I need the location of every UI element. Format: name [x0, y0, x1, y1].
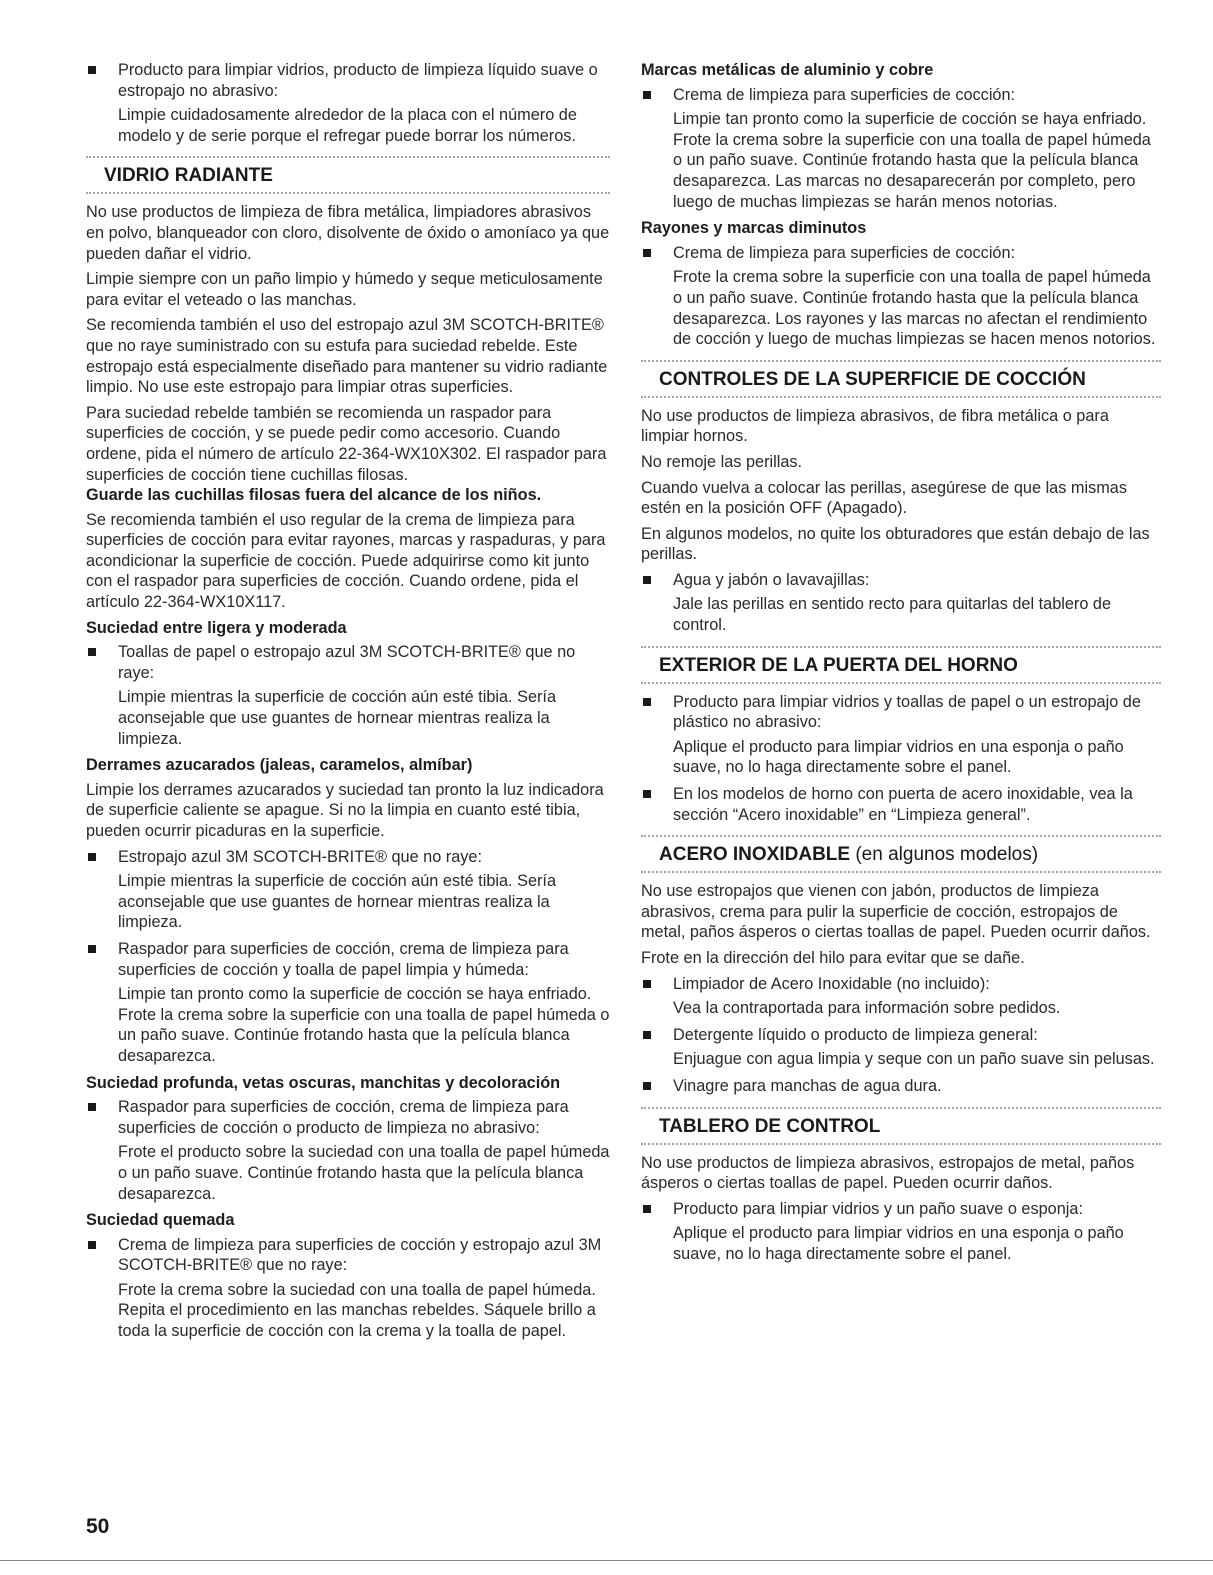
divider: [641, 871, 1161, 873]
list-item-detail: Frote el producto sobre la suciedad con una toalla de papel húmeda o un paño suave. Continúe frotando hasta que la película blanca desaparezca.: [118, 1143, 610, 1203]
subheading: Derrames azucarados (jaleas, caramelos, almíbar): [86, 756, 473, 775]
list-item: Producto para limpiar vidrios, producto de limpieza líquido suave o estropajo no abrasivo:: [86, 60, 610, 101]
list-item-detail: Aplique el producto para limpiar vidrios en una esponja o paño suave, no lo haga directamente sobre el panel.: [673, 1224, 1124, 1263]
divider: [86, 156, 610, 158]
subheading: Suciedad profunda, vetas oscuras, manchitas y decoloración: [86, 1073, 561, 1092]
section-header-controles: [641, 360, 1161, 398]
list-item-detail: Enjuague con agua limpia y seque con un paño suave sin pelusas.: [673, 1050, 1155, 1069]
list-item-detail: Jale las perillas en sentido recto para quitarlas del tablero de control.: [673, 595, 1112, 635]
list-item: Agua y jabón o lavavajillas:: [641, 570, 1161, 591]
paragraph: En algunos modelos, no quite los obturadores que están debajo de las perillas.: [641, 524, 1150, 564]
list-item-detail: Limpie tan pronto como la superficie de cocción se haya enfriado. Frote la crema sobre la superficie con una toalla de papel húmeda o un paño suave. Continúe frotando hasta que la película blanca desaparezca. Las marcas no desaparecerán por completo, pero luego de muchas limpiezas se harán menos notorias.: [673, 110, 1151, 211]
subheading: Suciedad quemada: [86, 1211, 235, 1230]
subheading: Marcas metálicas de aluminio y cobre: [641, 61, 934, 79]
list-item: Detergente líquido o producto de limpieza general:: [641, 1025, 1161, 1046]
divider: [641, 360, 1161, 362]
list-item: Crema de limpieza para superficies de cocción:: [641, 85, 1161, 106]
list-item: Producto para limpiar vidrios y un paño suave o esponja:: [641, 1199, 1161, 1220]
paragraph: No use productos de limpieza abrasivos, de fibra metálica o para limpiar hornos.: [641, 406, 1109, 446]
divider: [641, 396, 1161, 398]
divider: [641, 1107, 1161, 1109]
section-header-vidrio-radiante: [86, 156, 610, 194]
list-item-detail: Limpie cuidadosamente alrededor de la placa con el número de modelo y de serie porque el refregar puede borrar los números.: [118, 106, 577, 145]
section-title: EXTERIOR DE LA PUERTA DEL HORNO: [659, 654, 1018, 676]
section-title: VIDRIO RADIANTE: [104, 165, 273, 187]
list-item: Crema de limpieza para superficies de cocción y estropajo azul 3M SCOTCH-BRITE® que no raye:: [86, 1235, 610, 1276]
list-item-detail: Limpie mientras la superficie de cocción aún esté tibia. Sería aconsejable que use guantes de hornear mientras realiza la limpieza.: [118, 688, 557, 748]
paragraph: No use estropajos que vienen con jabón, productos de limpieza abrasivos, crema para pulir la superficie de cocción, estropajos de metal, paños ásperos o ciertas toallas de papel. Pueden ocurrir daños.: [641, 882, 1151, 942]
paragraph: No use productos de limpieza abrasivos, estropajos de metal, paños ásperos o ciertas toallas de papel. Pueden ocurrir daños.: [641, 1153, 1135, 1193]
subheading: Rayones y marcas diminutos: [641, 219, 867, 238]
paragraph: No remoje las perillas.: [641, 452, 803, 471]
paragraph: Se recomienda también el uso regular de la crema de limpieza para superficies de cocción para evitar rayones, marcas y raspaduras, y para acondicionar la superficie de cocción. Puede adquirirse como kit junto con el raspador para superficies de cocción. Cuando ordene, pida el artículo 22-364-WX10X117.: [86, 510, 606, 612]
list-item-detail: Frote la crema sobre la superficie con una toalla de papel húmeda o un paño suave. Continúe frotando hasta que la película blanca desaparezca. Los rayones y las marcas no afectan el rendimiento de cocción y luego de muchas limpiezas se hacen menos notorios.: [673, 268, 1156, 349]
right-column: [641, 60, 1161, 1271]
list-item: Limpiador de Acero Inoxidable (no incluido):: [641, 974, 1161, 995]
list-item-detail: Limpie tan pronto como la superficie de cocción se haya enfriado. Frote la crema sobre la superficie con una toalla de papel húmeda o un paño suave. Continúe frotando hasta que la película blanca desaparezca.: [118, 985, 610, 1065]
list-item: En los modelos de horno con puerta de acero inoxidable, vea la sección “Acero inoxidable” en “Limpieza general”.: [641, 784, 1161, 825]
section-header-tablero: [641, 1107, 1161, 1145]
page-bottom-rule: [0, 1560, 1213, 1561]
section-title: TABLERO DE CONTROL: [659, 1115, 881, 1137]
divider: [641, 682, 1161, 684]
paragraph: Limpie siempre con un paño limpio y húmedo y seque meticulosamente para evitar el veteado o las manchas.: [86, 270, 603, 309]
divider: [641, 835, 1161, 837]
divider: [641, 1143, 1161, 1145]
paragraph: Se recomienda también el uso del estropajo azul 3M SCOTCH-BRITE® que no raye suministrado con su estufa para suciedad rebelde. Este estropajo está especialmente diseñado para mantener su vidrio radiante limpio. No use este estropajo para limpiar otras superficies.: [86, 316, 608, 397]
paragraph: Cuando vuelva a colocar las perillas, asegúrese de que las mismas estén en la posición OFF (Apagado).: [641, 478, 1127, 518]
section-title-bold: ACERO INOXIDABLE: [659, 844, 851, 866]
divider: [641, 646, 1161, 648]
list-item-detail: Aplique el producto para limpiar vidrios en una esponja o paño suave, no lo haga directamente sobre el panel.: [673, 737, 1124, 777]
left-column: [86, 60, 610, 1348]
divider: [86, 192, 610, 194]
paragraph: No use productos de limpieza de fibra metálica, limpiadores abrasivos en polvo, blanqueador con cloro, disolvente de óxido o amoníaco ya que pueden dañar el vidrio.: [86, 203, 610, 263]
list-item: Raspador para superficies de cocción, crema de limpieza para superficies de cocción o producto de limpieza no abrasivo:: [86, 1097, 610, 1138]
section-title: CONTROLES DE LA SUPERFICIE DE COCCIÓN: [659, 368, 1086, 390]
section-title-note: (en algunos modelos): [855, 844, 1039, 866]
section-title: [641, 837, 1161, 871]
list-item-detail: Frote la crema sobre la suciedad con una toalla de papel húmeda. Repita el procedimiento en las manchas rebeldes. Sáquele brillo a toda la superficie de cocción con la crema y la toalla de papel.: [118, 1280, 596, 1341]
subheading: Suciedad entre ligera y moderada: [86, 618, 347, 637]
list-item-detail: Limpie mientras la superficie de cocción aún esté tibia. Sería aconsejable que use guantes de hornear mientras realiza la limpieza.: [118, 872, 557, 932]
warning-text: Guarde las cuchillas filosas fuera del alcance de los niños.: [86, 486, 542, 505]
section-header-acero-inoxidable: [641, 835, 1161, 873]
list-item: Producto para limpiar vidrios y toallas de papel o un estropajo de plástico no abrasivo:: [641, 692, 1161, 733]
section-header-exterior-puerta: [641, 646, 1161, 684]
paragraph: Frote en la dirección del hilo para evitar que se dañe.: [641, 949, 1025, 967]
list-item: Crema de limpieza para superficies de cocción:: [641, 243, 1161, 264]
list-item: Estropajo azul 3M SCOTCH-BRITE® que no raye:: [86, 847, 610, 868]
list-item-detail: Vea la contraportada para información sobre pedidos.: [673, 999, 1061, 1018]
page-number: 50: [86, 1515, 110, 1538]
paragraph: Limpie los derrames azucarados y suciedad tan pronto la luz indicadora de superficie caliente se apague. Si no la limpia en cuanto esté tibia, pueden ocurrir picaduras en la superficie.: [86, 780, 604, 840]
list-item: Vinagre para manchas de agua dura.: [641, 1076, 1161, 1097]
paragraph: Para suciedad rebelde también se recomienda un raspador para superficies de cocción, y se puede pedir como accesorio. Cuando ordene, pida el número de artículo 22-364-WX10X302. El raspador para superficies de cocción tiene cuchillas filosas.: [86, 403, 607, 484]
list-item: Raspador para superficies de cocción, crema de limpieza para superficies de cocción y toalla de papel limpia y húmeda:: [86, 939, 610, 980]
list-item: Toallas de papel o estropajo azul 3M SCOTCH-BRITE® que no raye:: [86, 642, 610, 683]
